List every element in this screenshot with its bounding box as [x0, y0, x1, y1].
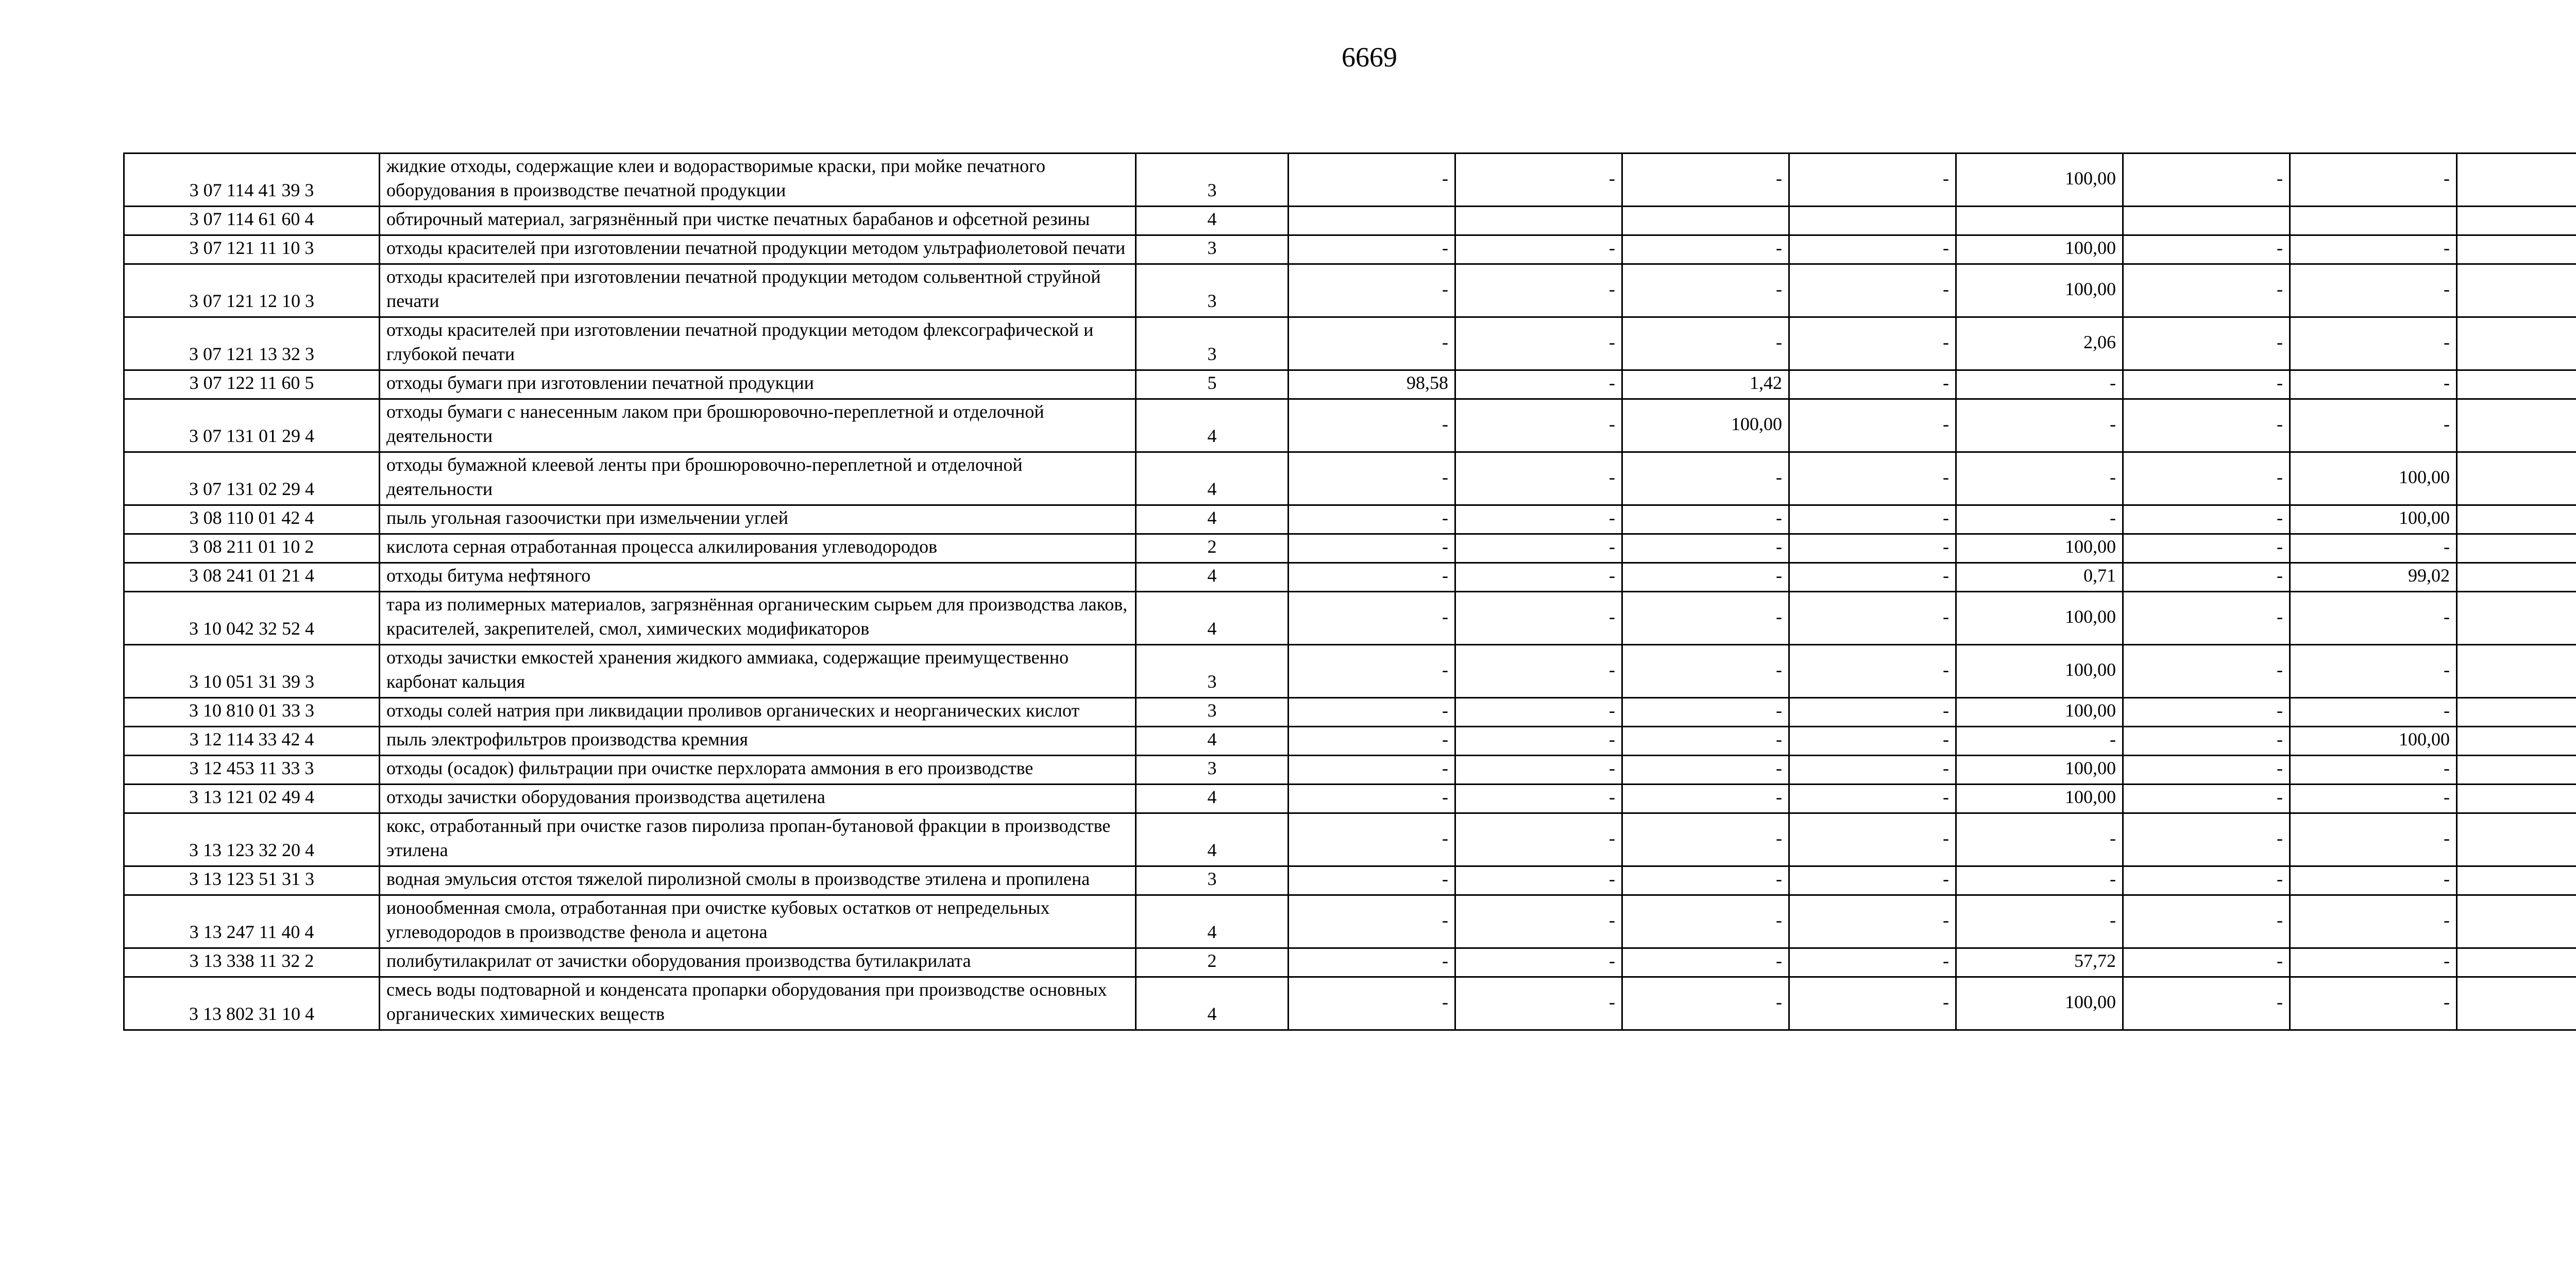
value-cell-5: -	[1956, 813, 2123, 866]
value-cell-2: -	[1455, 317, 1622, 370]
value-cell-7: -	[2290, 235, 2457, 264]
waste-name-cell: обтирочный материал, загрязнённый при чистке печатных барабанов и офсетной резины	[380, 207, 1136, 235]
hazard-class-cell: 4	[1136, 452, 1289, 505]
value-cell-2: -	[1455, 866, 1622, 895]
table-row	[124, 645, 2576, 698]
value-cell-8	[2457, 534, 2576, 563]
value-cell-8	[2457, 317, 2576, 370]
value-cell-8	[2457, 592, 2576, 645]
value-cell-2: -	[1455, 264, 1622, 317]
table-row	[124, 756, 2576, 785]
value-cell-8	[2457, 154, 2576, 207]
waste-name-cell: отходы бумаги с нанесенным лаком при брошюровочно-переплетной и отделочной деятельности	[380, 399, 1136, 452]
value-cell-3: -	[1622, 948, 1789, 977]
value-cell-8	[2457, 698, 2576, 727]
value-cell-3	[1622, 207, 1789, 235]
value-cell-8	[2457, 866, 2576, 895]
value-cell-3: -	[1622, 563, 1789, 592]
value-cell-5: 2,06	[1956, 317, 2123, 370]
value-cell-4: -	[1789, 948, 1956, 977]
value-cell-6: -	[2123, 698, 2290, 727]
value-cell-2: -	[1455, 563, 1622, 592]
value-cell-1: -	[1289, 563, 1455, 592]
value-cell-8	[2457, 948, 2576, 977]
value-cell-1: -	[1289, 235, 1455, 264]
waste-code-cell: 3 10 051 31 39 3	[124, 645, 380, 698]
hazard-class-cell: 2	[1136, 948, 1289, 977]
waste-name-cell: отходы красителей при изготовлении печатной продукции методом ультрафиолетовой печати	[380, 235, 1136, 264]
value-cell-7: 100,00	[2290, 452, 2457, 505]
value-cell-4	[1789, 207, 1956, 235]
waste-name-cell: кокс, отработанный при очистке газов пиролиза пропан-бутановой фракции в производстве этилена	[380, 813, 1136, 866]
value-cell-2: -	[1455, 977, 1622, 1030]
waste-name-cell: отходы битума нефтяного	[380, 563, 1136, 592]
waste-code-cell: 3 13 123 51 31 3	[124, 866, 380, 895]
value-cell-1: -	[1289, 895, 1455, 948]
waste-name-cell: пыль угольная газоочистки при измельчении углей	[380, 505, 1136, 534]
value-cell-3: -	[1622, 154, 1789, 207]
value-cell-4: -	[1789, 813, 1956, 866]
value-cell-6: -	[2123, 505, 2290, 534]
waste-name-cell: тара из полимерных материалов, загрязнённая органическим сырьем для производства лаков, красителей, закрепителей, смол, химических модификаторов	[380, 592, 1136, 645]
value-cell-8	[2457, 505, 2576, 534]
value-cell-4: -	[1789, 317, 1956, 370]
value-cell-6: -	[2123, 452, 2290, 505]
waste-code-cell: 3 13 247 11 40 4	[124, 895, 380, 948]
table-row	[124, 592, 2576, 645]
value-cell-2: -	[1455, 698, 1622, 727]
table-row	[124, 505, 2576, 534]
value-cell-8	[2457, 235, 2576, 264]
waste-name-cell: отходы красителей при изготовлении печатной продукции методом флексографической и глубокой печати	[380, 317, 1136, 370]
value-cell-5: -	[1956, 866, 2123, 895]
value-cell-4: -	[1789, 645, 1956, 698]
value-cell-7: -	[2290, 534, 2457, 563]
value-cell-8	[2457, 785, 2576, 813]
value-cell-3: -	[1622, 264, 1789, 317]
value-cell-5: 100,00	[1956, 698, 2123, 727]
value-cell-4: -	[1789, 534, 1956, 563]
value-cell-8	[2457, 977, 2576, 1030]
value-cell-3: -	[1622, 895, 1789, 948]
value-cell-1: -	[1289, 505, 1455, 534]
table-row	[124, 785, 2576, 813]
value-cell-3: -	[1622, 813, 1789, 866]
waste-name-cell: отходы красителей при изготовлении печатной продукции методом сольвентной струйной печати	[380, 264, 1136, 317]
value-cell-4: -	[1789, 698, 1956, 727]
value-cell-8	[2457, 727, 2576, 756]
value-cell-2: -	[1455, 727, 1622, 756]
value-cell-7: -	[2290, 592, 2457, 645]
waste-code-cell: 3 13 121 02 49 4	[124, 785, 380, 813]
value-cell-2: -	[1455, 235, 1622, 264]
waste-code-cell: 3 13 123 32 20 4	[124, 813, 380, 866]
value-cell-7: 99,02	[2290, 563, 2457, 592]
hazard-class-cell: 4	[1136, 563, 1289, 592]
value-cell-1: -	[1289, 785, 1455, 813]
value-cell-6: -	[2123, 534, 2290, 563]
value-cell-2: -	[1455, 534, 1622, 563]
value-cell-2: -	[1455, 645, 1622, 698]
value-cell-1: -	[1289, 154, 1455, 207]
table-row	[124, 813, 2576, 866]
waste-code-cell: 3 07 122 11 60 5	[124, 370, 380, 399]
value-cell-6: -	[2123, 399, 2290, 452]
value-cell-3: -	[1622, 645, 1789, 698]
value-cell-3: -	[1622, 785, 1789, 813]
value-cell-3: 1,42	[1622, 370, 1789, 399]
value-cell-8	[2457, 895, 2576, 948]
hazard-class-cell: 2	[1136, 534, 1289, 563]
value-cell-7: -	[2290, 698, 2457, 727]
value-cell-6: -	[2123, 645, 2290, 698]
value-cell-4: -	[1789, 785, 1956, 813]
value-cell-5: 100,00	[1956, 756, 2123, 785]
waste-code-cell: 3 13 338 11 32 2	[124, 948, 380, 977]
value-cell-3: -	[1622, 452, 1789, 505]
value-cell-2: -	[1455, 813, 1622, 866]
value-cell-1: -	[1289, 534, 1455, 563]
value-cell-5: 0,71	[1956, 563, 2123, 592]
value-cell-2: -	[1455, 756, 1622, 785]
value-cell-7	[2290, 207, 2457, 235]
table-row	[124, 370, 2576, 399]
value-cell-5: 100,00	[1956, 645, 2123, 698]
table-row	[124, 235, 2576, 264]
hazard-class-cell: 4	[1136, 895, 1289, 948]
value-cell-4: -	[1789, 370, 1956, 399]
table-row	[124, 264, 2576, 317]
value-cell-1: -	[1289, 813, 1455, 866]
value-cell-7: -	[2290, 813, 2457, 866]
waste-name-cell: пыль электрофильтров производства кремния	[380, 727, 1136, 756]
waste-code-cell: 3 12 453 11 33 3	[124, 756, 380, 785]
waste-code-cell: 3 08 211 01 10 2	[124, 534, 380, 563]
hazard-class-cell: 4	[1136, 207, 1289, 235]
waste-name-cell: полибутилакрилат от зачистки оборудования производства бутилакрилата	[380, 948, 1136, 977]
waste-name-cell: смесь воды подтоварной и конденсата пропарки оборудования при производстве основных органических химических веществ	[380, 977, 1136, 1030]
value-cell-2: -	[1455, 452, 1622, 505]
hazard-class-cell: 3	[1136, 264, 1289, 317]
value-cell-7: -	[2290, 756, 2457, 785]
value-cell-2: -	[1455, 895, 1622, 948]
value-cell-2: -	[1455, 154, 1622, 207]
waste-name-cell: отходы солей натрия при ликвидации проливов органических и неорганических кислот	[380, 698, 1136, 727]
value-cell-1: -	[1289, 452, 1455, 505]
hazard-class-cell: 3	[1136, 645, 1289, 698]
waste-code-cell: 3 07 131 02 29 4	[124, 452, 380, 505]
value-cell-6: -	[2123, 317, 2290, 370]
value-cell-8	[2457, 399, 2576, 452]
value-cell-4: -	[1789, 977, 1956, 1030]
value-cell-4: -	[1789, 727, 1956, 756]
value-cell-5: 100,00	[1956, 235, 2123, 264]
hazard-class-cell: 4	[1136, 505, 1289, 534]
value-cell-6: -	[2123, 813, 2290, 866]
table-row	[124, 534, 2576, 563]
value-cell-5: 100,00	[1956, 534, 2123, 563]
table-row	[124, 727, 2576, 756]
value-cell-6: -	[2123, 948, 2290, 977]
value-cell-6: -	[2123, 756, 2290, 785]
value-cell-1: -	[1289, 698, 1455, 727]
value-cell-5: -	[1956, 505, 2123, 534]
waste-name-cell: отходы бумажной клеевой ленты при брошюровочно-переплетной и отделочной деятельности	[380, 452, 1136, 505]
hazard-class-cell: 3	[1136, 154, 1289, 207]
value-cell-4: -	[1789, 235, 1956, 264]
value-cell-3: -	[1622, 866, 1789, 895]
table-row	[124, 452, 2576, 505]
value-cell-1: -	[1289, 645, 1455, 698]
value-cell-7: -	[2290, 154, 2457, 207]
page-number: 6669	[1342, 42, 1397, 73]
table-row	[124, 698, 2576, 727]
value-cell-2: -	[1455, 592, 1622, 645]
table-row	[124, 948, 2576, 977]
hazard-class-cell: 4	[1136, 977, 1289, 1030]
waste-code-cell: 3 12 114 33 42 4	[124, 727, 380, 756]
waste-code-cell: 3 10 042 32 52 4	[124, 592, 380, 645]
value-cell-7: -	[2290, 399, 2457, 452]
waste-name-cell: отходы бумаги при изготовлении печатной продукции	[380, 370, 1136, 399]
value-cell-2	[1455, 207, 1622, 235]
value-cell-1	[1289, 207, 1455, 235]
value-cell-4: -	[1789, 452, 1956, 505]
value-cell-1: -	[1289, 727, 1455, 756]
table-body	[124, 154, 2576, 1030]
value-cell-8	[2457, 370, 2576, 399]
value-cell-8	[2457, 563, 2576, 592]
waste-name-cell: отходы (осадок) фильтрации при очистке перхлората аммония в его производстве	[380, 756, 1136, 785]
hazard-class-cell: 4	[1136, 727, 1289, 756]
value-cell-2: -	[1455, 505, 1622, 534]
value-cell-5: 100,00	[1956, 977, 2123, 1030]
value-cell-3: 100,00	[1622, 399, 1789, 452]
waste-code-cell: 3 10 810 01 33 3	[124, 698, 380, 727]
value-cell-4: -	[1789, 505, 1956, 534]
hazard-class-cell: 3	[1136, 698, 1289, 727]
value-cell-6: -	[2123, 866, 2290, 895]
value-cell-3: -	[1622, 727, 1789, 756]
value-cell-6: -	[2123, 727, 2290, 756]
value-cell-7: -	[2290, 895, 2457, 948]
value-cell-7: 100,00	[2290, 727, 2457, 756]
value-cell-1: -	[1289, 264, 1455, 317]
value-cell-7: -	[2290, 948, 2457, 977]
value-cell-6: -	[2123, 895, 2290, 948]
value-cell-8	[2457, 207, 2576, 235]
hazard-class-cell: 4	[1136, 813, 1289, 866]
hazard-class-cell: 5	[1136, 370, 1289, 399]
waste-name-cell: жидкие отходы, содержащие клеи и водорастворимые краски, при мойке печатного оборудования в производстве печатной продукции	[380, 154, 1136, 207]
waste-name-cell: ионообменная смола, отработанная при очистке кубовых остатков от непредельных углеводородов в производстве фенола и ацетона	[380, 895, 1136, 948]
waste-code-cell: 3 08 241 01 21 4	[124, 563, 380, 592]
table-row	[124, 977, 2576, 1030]
value-cell-2: -	[1455, 370, 1622, 399]
table-row	[124, 563, 2576, 592]
table-row	[124, 154, 2576, 207]
value-cell-3: -	[1622, 592, 1789, 645]
value-cell-5: -	[1956, 452, 2123, 505]
value-cell-5: 100,00	[1956, 785, 2123, 813]
value-cell-1: 98,58	[1289, 370, 1455, 399]
value-cell-5: 100,00	[1956, 592, 2123, 645]
value-cell-2: -	[1455, 948, 1622, 977]
waste-table	[123, 152, 2576, 1031]
table-row	[124, 207, 2576, 235]
value-cell-5: 100,00	[1956, 264, 2123, 317]
waste-code-cell: 3 07 121 11 10 3	[124, 235, 380, 264]
waste-code-cell: 3 07 114 41 39 3	[124, 154, 380, 207]
hazard-class-cell: 4	[1136, 399, 1289, 452]
value-cell-3: -	[1622, 235, 1789, 264]
value-cell-4: -	[1789, 563, 1956, 592]
value-cell-5	[1956, 207, 2123, 235]
value-cell-5: -	[1956, 370, 2123, 399]
value-cell-4: -	[1789, 756, 1956, 785]
table-row	[124, 317, 2576, 370]
value-cell-2: -	[1455, 785, 1622, 813]
value-cell-5: -	[1956, 895, 2123, 948]
value-cell-3: -	[1622, 977, 1789, 1030]
value-cell-8	[2457, 264, 2576, 317]
value-cell-7: -	[2290, 317, 2457, 370]
value-cell-6: -	[2123, 563, 2290, 592]
waste-code-cell: 3 07 114 61 60 4	[124, 207, 380, 235]
value-cell-7: -	[2290, 264, 2457, 317]
value-cell-5: -	[1956, 727, 2123, 756]
value-cell-7: 100,00	[2290, 505, 2457, 534]
value-cell-4: -	[1789, 264, 1956, 317]
waste-name-cell: отходы зачистки емкостей хранения жидкого аммиака, содержащие преимущественно карбонат кальция	[380, 645, 1136, 698]
value-cell-6: -	[2123, 154, 2290, 207]
waste-code-cell: 3 13 802 31 10 4	[124, 977, 380, 1030]
value-cell-8	[2457, 452, 2576, 505]
value-cell-1: -	[1289, 592, 1455, 645]
value-cell-5: 100,00	[1956, 154, 2123, 207]
value-cell-7: -	[2290, 977, 2457, 1030]
value-cell-4: -	[1789, 895, 1956, 948]
waste-name-cell: водная эмульсия отстоя тяжелой пиролизной смолы в производстве этилена и пропилена	[380, 866, 1136, 895]
value-cell-3: -	[1622, 698, 1789, 727]
value-cell-3: -	[1622, 534, 1789, 563]
value-cell-1: -	[1289, 399, 1455, 452]
value-cell-4: -	[1789, 866, 1956, 895]
value-cell-3: -	[1622, 505, 1789, 534]
value-cell-6	[2123, 207, 2290, 235]
hazard-class-cell: 3	[1136, 756, 1289, 785]
value-cell-6: -	[2123, 785, 2290, 813]
value-cell-1: -	[1289, 756, 1455, 785]
value-cell-1: -	[1289, 317, 1455, 370]
waste-code-cell: 3 07 121 12 10 3	[124, 264, 380, 317]
hazard-class-cell: 4	[1136, 785, 1289, 813]
table-row	[124, 866, 2576, 895]
value-cell-4: -	[1789, 399, 1956, 452]
value-cell-6: -	[2123, 235, 2290, 264]
table-row	[124, 895, 2576, 948]
value-cell-5: 57,72	[1956, 948, 2123, 977]
value-cell-6: -	[2123, 977, 2290, 1030]
value-cell-4: -	[1789, 592, 1956, 645]
value-cell-8	[2457, 813, 2576, 866]
waste-code-cell: 3 08 110 01 42 4	[124, 505, 380, 534]
value-cell-6: -	[2123, 370, 2290, 399]
waste-code-cell: 3 07 121 13 32 3	[124, 317, 380, 370]
value-cell-7: -	[2290, 866, 2457, 895]
waste-code-cell: 3 07 131 01 29 4	[124, 399, 380, 452]
value-cell-8	[2457, 756, 2576, 785]
value-cell-1: -	[1289, 977, 1455, 1030]
value-cell-8	[2457, 645, 2576, 698]
hazard-class-cell: 3	[1136, 235, 1289, 264]
value-cell-3: -	[1622, 756, 1789, 785]
value-cell-7: -	[2290, 785, 2457, 813]
value-cell-1: -	[1289, 948, 1455, 977]
value-cell-5: -	[1956, 399, 2123, 452]
value-cell-3: -	[1622, 317, 1789, 370]
value-cell-4: -	[1789, 154, 1956, 207]
value-cell-2: -	[1455, 399, 1622, 452]
value-cell-7: -	[2290, 370, 2457, 399]
hazard-class-cell: 4	[1136, 592, 1289, 645]
waste-name-cell: отходы зачистки оборудования производства ацетилена	[380, 785, 1136, 813]
value-cell-7: -	[2290, 645, 2457, 698]
hazard-class-cell: 3	[1136, 317, 1289, 370]
hazard-class-cell: 3	[1136, 866, 1289, 895]
value-cell-6: -	[2123, 592, 2290, 645]
waste-name-cell: кислота серная отработанная процесса алкилирования углеводородов	[380, 534, 1136, 563]
table-row	[124, 399, 2576, 452]
value-cell-1: -	[1289, 866, 1455, 895]
value-cell-6: -	[2123, 264, 2290, 317]
